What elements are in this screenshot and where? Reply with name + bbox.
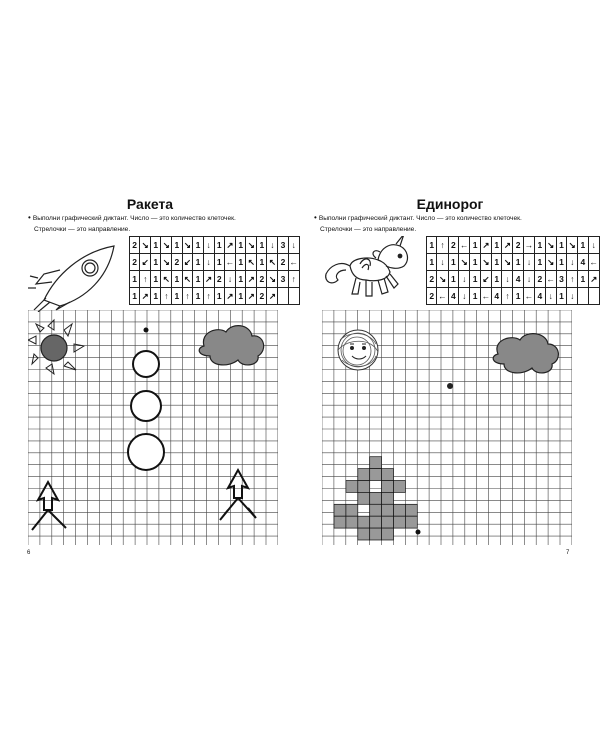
flower-pixel	[334, 516, 346, 528]
direction-arrow: ←	[288, 254, 299, 271]
dictation-row	[130, 254, 300, 271]
direction-arrow: ↘	[502, 254, 513, 271]
direction-arrow: ↓	[203, 254, 214, 271]
direction-arrow: ↓	[203, 237, 214, 254]
step-count: 2	[130, 254, 140, 271]
instruction-line-1: • Выполни графический диктант. Число — это количество клеточек.	[314, 213, 522, 222]
direction-arrow: ↙	[182, 254, 193, 271]
direction-arrow: ↑	[502, 288, 513, 305]
step-count: 3	[556, 271, 566, 288]
direction-arrow: ↘	[161, 254, 172, 271]
direction-arrow: ↓	[588, 237, 599, 254]
step-count: 1	[427, 254, 437, 271]
unicorn-picture	[320, 236, 420, 306]
rocket-body-circles	[128, 351, 164, 470]
direction-arrow: ↓	[459, 271, 470, 288]
direction-arrow: ↘	[545, 237, 556, 254]
direction-arrow: ↑	[161, 288, 172, 305]
direction-arrow: ↗	[480, 237, 491, 254]
direction-arrow: ↖	[182, 271, 193, 288]
direction-arrow: ←	[545, 271, 556, 288]
direction-arrow: ↑	[203, 288, 214, 305]
step-count: 1	[470, 271, 480, 288]
step-count: 1	[257, 254, 267, 271]
step-count: 1	[130, 271, 140, 288]
step-count: 4	[513, 271, 523, 288]
step-count: 1	[151, 271, 161, 288]
start-dot	[144, 328, 149, 333]
step-count: 1	[556, 288, 566, 305]
step-count: 1	[492, 271, 502, 288]
direction-arrow: ↓	[523, 271, 534, 288]
direction-arrow: ↓	[437, 254, 448, 271]
flower-pixel	[382, 492, 394, 504]
flower-pixel	[382, 528, 394, 540]
direction-arrow	[288, 288, 299, 305]
step-count	[278, 288, 288, 305]
pixel-flower	[334, 457, 417, 540]
step-count: 2	[257, 271, 267, 288]
direction-arrow: ←	[224, 254, 235, 271]
direction-arrow: ↑	[437, 237, 448, 254]
page-number: 6	[27, 550, 31, 556]
step-count: 1	[470, 237, 480, 254]
step-count: 1	[151, 237, 161, 254]
flower-pixel	[358, 516, 370, 528]
dictation-table	[426, 236, 600, 305]
step-count: 2	[513, 237, 523, 254]
instruction-text	[28, 212, 288, 235]
direction-arrow: ↓	[567, 254, 578, 271]
dictation-row	[427, 237, 600, 254]
direction-arrow: ↘	[480, 254, 491, 271]
step-count: 2	[427, 288, 437, 305]
direction-arrow: ↗	[246, 288, 257, 305]
rocket-picture	[26, 240, 126, 312]
step-count: 2	[257, 288, 267, 305]
planet-picture	[338, 330, 378, 370]
direction-arrow: ↑	[567, 271, 578, 288]
step-count: 1	[578, 271, 588, 288]
step-count: 4	[535, 288, 545, 305]
drawing-grid	[322, 310, 572, 550]
step-count: 3	[278, 271, 288, 288]
flower-pixel	[394, 504, 406, 516]
flower-pixel	[358, 469, 370, 481]
direction-arrow: ←	[437, 288, 448, 305]
step-count: 1	[427, 237, 437, 254]
step-count: 1	[236, 254, 246, 271]
direction-arrow: ↘	[459, 254, 470, 271]
step-count: 1	[172, 271, 182, 288]
left-arrow-sprout	[32, 482, 66, 530]
direction-arrow: ↗	[502, 237, 513, 254]
step-count: 4	[578, 254, 588, 271]
flower-pixel	[405, 516, 417, 528]
step-count: 1	[236, 288, 246, 305]
step-count: 1	[193, 288, 203, 305]
direction-arrow: ↘	[437, 271, 448, 288]
step-count: 1	[513, 254, 523, 271]
step-count: 1	[470, 254, 480, 271]
step-count: 1	[236, 271, 246, 288]
flower-pixel	[394, 481, 406, 493]
direction-arrow	[588, 288, 599, 305]
step-count: 2	[278, 254, 288, 271]
step-count: 1	[578, 237, 588, 254]
direction-arrow: ↓	[288, 237, 299, 254]
direction-arrow: ←	[459, 237, 470, 254]
start-dot-upper	[447, 383, 453, 389]
step-count: 1	[556, 254, 566, 271]
direction-arrow: ↓	[545, 288, 556, 305]
step-count: 1	[130, 288, 140, 305]
step-count: 1	[151, 288, 161, 305]
flower-pixel	[370, 457, 382, 469]
step-count: 1	[492, 237, 502, 254]
direction-arrow: ↘	[161, 237, 172, 254]
direction-arrow: ←	[480, 288, 491, 305]
flower-pixel	[382, 504, 394, 516]
direction-arrow: ↖	[267, 254, 278, 271]
step-count: 1	[214, 254, 224, 271]
dictation-row	[130, 288, 300, 305]
direction-arrow: ↗	[224, 288, 235, 305]
direction-arrow: ↓	[523, 254, 534, 271]
direction-arrow: ↓	[567, 288, 578, 305]
direction-arrow: ←	[523, 288, 534, 305]
direction-arrow: ↓	[224, 271, 235, 288]
flower-pixel	[358, 492, 370, 504]
page-number: 7	[566, 550, 570, 556]
step-count: 2	[214, 271, 224, 288]
direction-arrow: ↗	[246, 271, 257, 288]
direction-arrow: ↙	[480, 271, 491, 288]
direction-arrow: ↗	[588, 271, 599, 288]
flower-pixel	[346, 516, 358, 528]
step-count: 2	[535, 271, 545, 288]
step-count: 1	[513, 288, 523, 305]
direction-arrow: ↘	[140, 237, 151, 254]
flower-pixel	[382, 481, 394, 493]
direction-arrow: ↘	[182, 237, 193, 254]
step-count: 2	[448, 237, 458, 254]
flower-pixel	[382, 469, 394, 481]
flower-pixel	[382, 516, 394, 528]
step-count: 1	[151, 254, 161, 271]
step-count: 4	[492, 288, 502, 305]
direction-arrow: ↘	[545, 254, 556, 271]
step-count: 1	[535, 237, 545, 254]
step-count: 1	[172, 237, 182, 254]
step-count: 1	[470, 288, 480, 305]
step-count: 2	[172, 254, 182, 271]
flower-pixel	[346, 481, 358, 493]
flower-pixel	[394, 516, 406, 528]
step-count: 1	[214, 288, 224, 305]
drawing-grid	[28, 310, 278, 550]
flower-pixel	[370, 469, 382, 481]
step-count: 1	[257, 237, 267, 254]
flower-pixel	[346, 504, 358, 516]
step-count: 1	[193, 254, 203, 271]
dictation-row	[130, 271, 300, 288]
dictation-row	[427, 288, 600, 305]
direction-arrow: ↑	[182, 288, 193, 305]
direction-arrow: ↖	[246, 254, 257, 271]
direction-arrow: ↑	[288, 271, 299, 288]
flower-pixel	[405, 504, 417, 516]
step-count: 1	[193, 271, 203, 288]
right-page	[300, 0, 600, 750]
instruction-line-2: Стрелочки — это направление.	[320, 226, 417, 233]
instruction-line-1: • Выполни графический диктант. Число — это количество клеточек.	[28, 213, 236, 222]
step-count: 1	[236, 237, 246, 254]
flower-pixel	[370, 492, 382, 504]
step-count: 2	[427, 271, 437, 288]
start-dot-lower	[416, 530, 421, 535]
direction-arrow: ↗	[267, 288, 278, 305]
flower-pixel	[358, 481, 370, 493]
dictation-row	[130, 237, 300, 254]
page-title: Ракета	[126, 196, 174, 212]
step-count: 1	[535, 254, 545, 271]
direction-arrow: ↗	[224, 237, 235, 254]
step-count: 1	[448, 271, 458, 288]
flower-pixel	[358, 528, 370, 540]
cloud-picture	[493, 334, 558, 373]
direction-arrow: ↗	[203, 271, 214, 288]
flower-pixel	[370, 516, 382, 528]
direction-arrow: →	[523, 237, 534, 254]
step-count	[578, 288, 588, 305]
step-count: 1	[193, 237, 203, 254]
flower-pixel	[370, 528, 382, 540]
dictation-row	[427, 254, 600, 271]
direction-arrow: ↘	[246, 237, 257, 254]
page-title: Единорог	[416, 196, 484, 212]
direction-arrow: ↓	[267, 237, 278, 254]
step-count: 1	[172, 288, 182, 305]
flower-pixel	[370, 504, 382, 516]
direction-arrow: ↑	[140, 271, 151, 288]
step-count: 1	[214, 237, 224, 254]
step-count: 2	[130, 237, 140, 254]
step-count: 4	[448, 288, 458, 305]
instruction-line-2: Стрелочки — это направление.	[34, 226, 131, 233]
step-count: 3	[278, 237, 288, 254]
direction-arrow: ↘	[267, 271, 278, 288]
direction-arrow: ↓	[459, 288, 470, 305]
dictation-row	[427, 271, 600, 288]
direction-arrow: ↘	[567, 237, 578, 254]
instruction-text	[314, 212, 584, 235]
direction-arrow: ↓	[502, 271, 513, 288]
step-count: 1	[556, 237, 566, 254]
flower-pixel	[334, 504, 346, 516]
direction-arrow: ←	[588, 254, 599, 271]
step-count: 1	[448, 254, 458, 271]
direction-arrow: ↙	[140, 254, 151, 271]
direction-arrow: ↗	[140, 288, 151, 305]
dictation-table	[129, 236, 300, 305]
step-count: 1	[492, 254, 502, 271]
direction-arrow: ↖	[161, 271, 172, 288]
